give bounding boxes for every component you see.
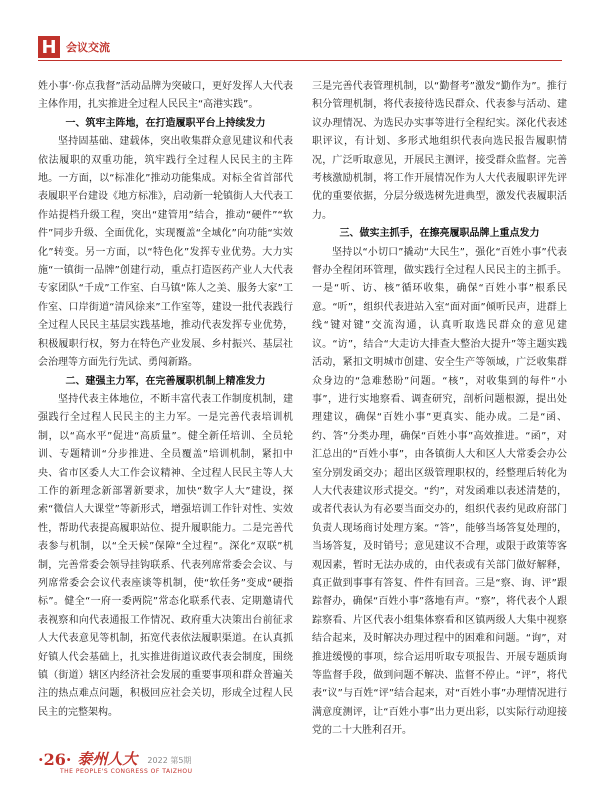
section-heading: 一、筑牢主阵地，在打造履职平台上持续发力 bbox=[65, 117, 266, 129]
section-title: 会议交流 bbox=[66, 41, 110, 54]
page-number: ·26· bbox=[38, 750, 72, 769]
page-header bbox=[38, 36, 110, 58]
paragraph: 三是完善代表管理机制，以“勤督考”激发“勤作为”。推行积分管理机制，将代表接待选民群众、代表参与活动、建议办理情况、为选民办实事等进行全程纪实。深化代表述职评议，有计划、多形式地组织代表向选民报告履职情况，广泛听取意见，开展民主测评，接受群众监督。完善考核激励机制，将工作开展情况作为人大代表履职评先评优的重要依据，分层分级选树先进典型，激发代表履职活力。 bbox=[312, 81, 567, 221]
paragraph: 姓小事’·你点我督”活动品牌为突破口，更好发挥人大代表主体作用，扎实推进全过程人民民主“高港实践”。 bbox=[38, 81, 293, 111]
header-rule bbox=[38, 60, 562, 61]
issue-label: 2022 第5期 bbox=[147, 756, 192, 765]
left-column bbox=[38, 78, 293, 722]
section-heading: 二、建强主力军，在完善履职机制上精准发力 bbox=[65, 375, 266, 387]
paragraph: 坚持代表主体地位，不断丰富代表工作制度机制，建强践行全过程人民民主的主力军。一是完善代表培训机制，以“高水平”促进“高质量”。健全新任培训、全员轮训、专题精训“分步推进、全员覆盖”培训机制，紧扣中央、省市区委人大工作会议精神、全过程人民民主等人大工作的新理念新部署新要求，加快“数字人大”建设，探索“微信人大课堂”等新形式，增强培训工作针对性、实效性，帮助代表提高履职站位、提升履职能力。二是完善代表参与机制，以“全天候”保障“全过程”。深化“双联”机制，完善常委会领导挂钩联系、代表列席常委会会议、与列席常委会会议代表座谈等机制，使“软任务”变成“硬指标”。健全“一府一委两院”常态化联系代表、定期邀请代表视察和向代表通报工作情况、政府重大决策出台前征求人大代表意见等机制，拓宽代表依法履职渠道。在认真抓好镇人代会基础上，扎实推进街道议政代表会制度，围绕镇（街道）辖区内经济社会发展的重要事项和群众普遍关注的热点难点问题，积极回应社会关切，形成全过程人民民主的完整架构。 bbox=[38, 393, 293, 718]
magazine-subtitle: THE PEOPLE'S CONGRESS OF TAIZHOU bbox=[60, 768, 193, 775]
section-heading: 三、做实主抓手，在擦亮履职品牌上重点发力 bbox=[339, 228, 540, 240]
magazine-name: 泰州人大 bbox=[77, 750, 138, 768]
page-footer bbox=[38, 748, 191, 769]
right-column bbox=[312, 78, 567, 741]
paragraph: 坚持固基础、建载体，突出收集群众意见建议和代表依法履职的双重功能，筑牢践行全过程人民民主的主阵地。一方面，以“标准化”推动功能集成。对标全省首部代表履职平台建设《地方标准》，启动新一轮镇街人大代表工作站提档升级工程，突出“建管用”结合，推动“硬件”“软件”同步升级、全面优化，实现覆盖“全域化”向功能“实效化”转变。另一方面，以“特色化”发挥专业优势。大力实施“一镇街一品牌”创建行动，重点打造医药产业人大代表专家团队“千成”工作室、白马镇“陈人之美、服务大家”工作室、口岸街道“清风徐来”工作室等，建设一批代表践行全过程人民民主基层实践基地，推动代表发挥专业优势，积极履职行权，努力在特色产业发展、乡村振兴、基层社会治理等方面先行先试、勇闯新路。 bbox=[38, 136, 293, 369]
paragraph: 坚持以“小切口”撬动“大民生”，强化“百姓小事”代表督办全程闭环管理，做实践行全过程人民民主的主抓手。一是“听、访、核”循环收集，确保“百姓小事”根系民意。“听”，组织代表进站入室“面对面”倾听民声，进群上线“键对键”交流沟通，认真听取选民群众的意见建议。“访”，结合“大走访大排查大整治大提升”等主题实践活动，紧扣文明城市创建、安全生产等领域，广泛收集群众身边的“急难愁盼”问题。“核”，对收集到的每件“小事”，进行实地察看、调查研究，剖析问题根源，提出处理建议，确保“百姓小事”更真实、能办成。二是“函、约、答”分类办理，确保“百姓小事”高效推进。“函”，对汇总出的“百姓小事”，由各镇街人大和区人大常委会办公室分别发函交办；超出区级管理职权的，经整理后转化为人大代表建议形式提交。“约”，对发函难以表述清楚的，或者代表认为有必要当面交办的，组织代表约见政府部门负责人现场商讨处理方案。“答”，能够当场答复处理的，当场答复，及时销号；意见建议不合理，或限于政策等客观因素，暂时无法办成的，由代表或有关部门做好解释，真正做到事事有答复、件件有回音。三是“察、询、评”跟踪督办，确保“百姓小事”落地有声。“察”，将代表个人跟踪察看、片区代表小组集体察看和区镇两级人大集中视察结合起来，及时解决办理过程中的困难和问题。“询”，对推进缓慢的事项，综合运用听取专项报告、开展专题质询等监督手段，做到问题不解决、监督不停止。“评”，将代表“议”与百姓“评”结合起来，对“百姓小事”办理情况进行满意度测评，让“百姓小事”出力更出彩，以实际行动迎接党的二十大胜利召开。 bbox=[312, 246, 567, 737]
section-logo: H bbox=[38, 36, 60, 58]
